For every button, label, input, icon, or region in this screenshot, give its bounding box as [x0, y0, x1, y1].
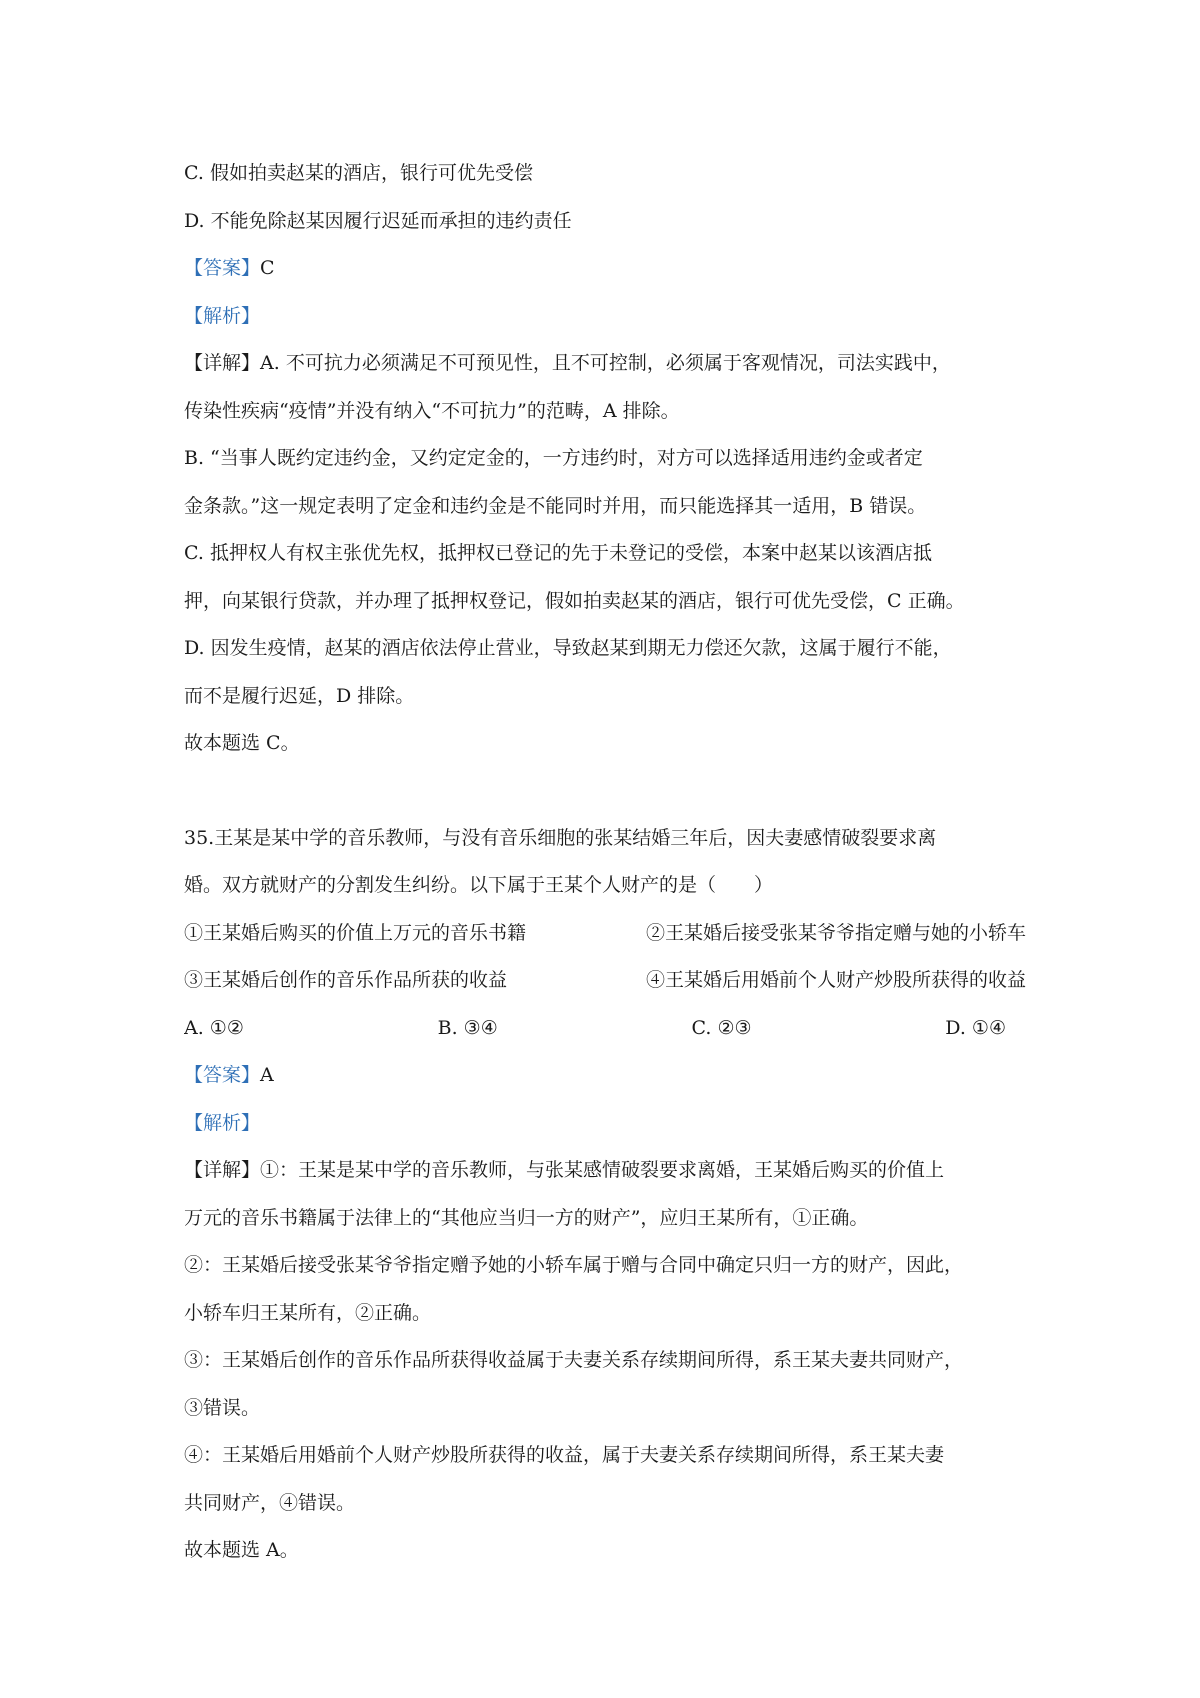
- detail-tag: 【详解】: [184, 1159, 261, 1181]
- q35-item-4: ④王某婚后用婚前个人财产炒股所获得的收益: [645, 969, 1026, 991]
- q35-option-a: A. ①②: [184, 1016, 244, 1039]
- analysis-tag: 【解析】: [184, 304, 261, 327]
- q34-answer: [184, 245, 1026, 293]
- question-gap: [184, 768, 1026, 815]
- q34-detail-line-2: 传染性疾病“疫情”并没有纳入“不可抗力”的范畴，A 排除。: [184, 399, 680, 422]
- answer-value: A: [260, 1064, 274, 1086]
- q35-answer: [184, 1052, 1026, 1100]
- q35-conclusion: 故本题选 A。: [184, 1539, 299, 1561]
- q35-detail-line-6: ③错误。: [184, 1396, 261, 1419]
- q35-detail-line-1: [184, 1147, 1026, 1195]
- q35-items-row-1: [184, 910, 1026, 958]
- q35-item-2: ②王某婚后接受张某爷爷指定赠与她的小轿车: [645, 921, 1026, 944]
- q35-items-row-2: [184, 957, 1026, 1005]
- q35-item-3: ③王某婚后创作的音乐作品所获的收益: [184, 969, 508, 991]
- answer-tag: 【答案】: [184, 257, 261, 279]
- answer-tag: 【答案】: [184, 1064, 261, 1086]
- detail-text: A. 不可抗力必须满足不可预见性，且不可控制，必须属于客观情况，司法实践中，: [260, 352, 951, 374]
- q35-analysis: [184, 1100, 1026, 1148]
- q34-detail-line-1: [184, 340, 1026, 388]
- analysis-tag: 【解析】: [184, 1111, 261, 1134]
- document-content: [184, 150, 1026, 1575]
- detail-text: ①：王某是某中学的音乐教师，与张某感情破裂要求离婚，王某婚后购买的价值上: [260, 1159, 945, 1181]
- q35-options: [184, 1005, 1026, 1053]
- detail-tag: 【详解】: [184, 352, 261, 374]
- q34-analysis: [184, 293, 1026, 341]
- answer-value: C: [260, 257, 275, 279]
- q35-detail-line-8: 共同财产，④错误。: [184, 1491, 356, 1514]
- q35-option-d: D. ①④: [945, 1016, 1006, 1039]
- q35-detail-line-4: 小轿车归王某所有，②正确。: [184, 1301, 432, 1324]
- q34-detail-line-4: 金条款。”这一规定表明了定金和违约金是不能同时并用，而只能选择其一适用，B 错误。: [184, 494, 927, 517]
- q34-option-d: D. 不能免除赵某因履行迟延而承担的违约责任: [184, 209, 572, 232]
- q35-detail-line-2: 万元的音乐书籍属于法律上的“其他应当归一方的财产”，应归王某所有，①正确。: [184, 1206, 869, 1229]
- q35-detail-line-7: ④：王某婚后用婚前个人财产炒股所获得的收益，属于夫妻关系存续期间所得，系王某夫妻: [184, 1444, 945, 1466]
- q34-detail-line-5: C. 抵押权人有权主张优先权，抵押权已登记的先于未登记的受偿，本案中赵某以该酒店抵: [184, 542, 932, 564]
- q34-detail-line-8: 而不是履行迟延，D 排除。: [184, 684, 415, 707]
- q35-item-1: ①王某婚后购买的价值上万元的音乐书籍: [184, 921, 527, 944]
- q35-option-c: C. ②③: [691, 1016, 752, 1039]
- q35-option-b: B. ③④: [437, 1016, 498, 1039]
- q35-stem-line-2: 婚。双方就财产的分割发生纠纷。以下属于王某个人财产的是（ ）: [184, 874, 774, 896]
- q34-conclusion: 故本题选 C。: [184, 732, 300, 754]
- q35-detail-line-3: ②：王某婚后接受张某爷爷指定赠予她的小轿车属于赠与合同中确定只归一方的财产，因此，: [184, 1254, 964, 1276]
- q35-stem-line-1: 35.王某是某中学的音乐教师，与没有音乐细胞的张某结婚三年后，因夫妻感情破裂要求离: [184, 826, 937, 849]
- q35-detail-line-5: ③：王某婚后创作的音乐作品所获得收益属于夫妻关系存续期间所得，系王某夫妻共同财产，: [184, 1349, 964, 1371]
- q34-detail-line-3: B. “当事人既约定违约金，又约定定金的，一方违约时，对方可以选择适用违约金或者定: [184, 447, 923, 469]
- q34-option-c: C. 假如拍卖赵某的酒店，银行可优先受偿: [184, 162, 533, 184]
- q34-detail-line-7: D. 因发生疫情，赵某的酒店依法停止营业，导致赵某到期无力偿还欠款，这属于履行不能，: [184, 637, 952, 659]
- q34-detail-line-6: 押，向某银行贷款，并办理了抵押权登记，假如拍卖赵某的酒店，银行可优先受偿，C 正确。: [184, 589, 965, 612]
